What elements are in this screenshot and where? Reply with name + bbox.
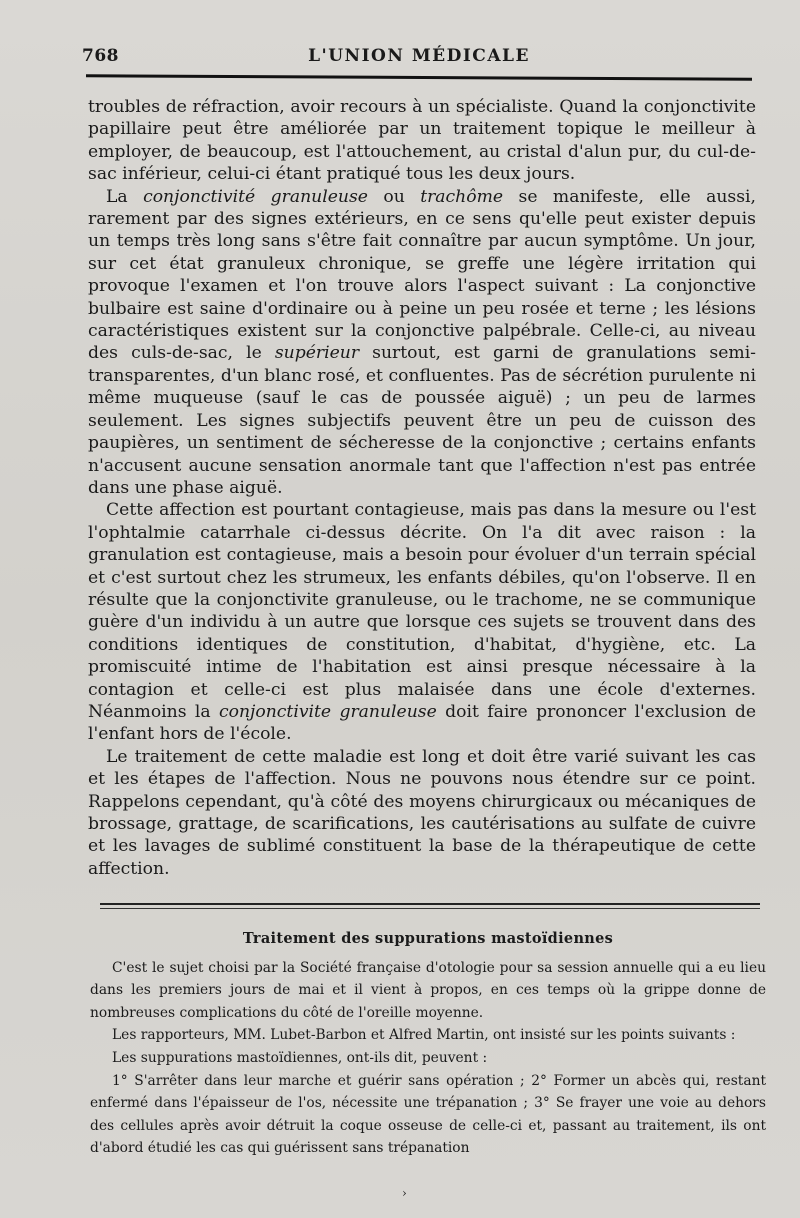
paragraph: 1° S'arrêter dans leur marche et guérir sans opération ; 2° Former un abcès qui, restant enfermé dans l'épaisseur de l'os, nécessite une trépanation ; 3° Se frayer une voie au dehors des cellules après avoir détruit la coque osseuse de celle-ci et, passant au traitement, ils ont d'abord étudié les cas qui guérissent sans trépanation [90,1072,766,1157]
printer-mark: › [402,1186,407,1200]
article-body [88,96,756,880]
running-head: L'UNION MÉDICALE [308,46,530,66]
paragraph: La conjonctivité granuleuse ou trachôme se manifeste, elle aussi, rarement par des signes extérieurs, en ce sens qu'elle peut exister depuis un temps très long sans s'être fait connaître par aucun symptôme. Un jour, sur cet état granuleux chronique, se greffe une légère irritation qui provoque l'examen et l'on trouve alors l'aspect suivant : La conjonctive bulbaire est saine d'ordinaire ou à peine un peu rosée et terne ; les lésions caractéristiques existent sur la conjonctive palpébrale. Celle-ci, au niveau des culs-de-sac, le supérieur surtout, est garni de granulations semi-transparentes, d'un blanc rosé, et confluentes. Pas de sécrétion purulente ni même muqueuse (sauf le cas de poussée aiguë) ; un peu de larmes seulement. Les signes subjectifs peuvent être un peu de cuisson des paupières, un sentiment de sécheresse de la conjonctive ; certains enfants n'accusent aucune sensation anormale tant que l'affection n'est pas entrée dans une phase aiguë. [88,186,756,498]
paragraph: C'est le sujet choisi par la Société française d'otologie pour sa session annuelle qui a eu lieu dans les premiers jours de mai et il vient à propos, en ces temps où la grippe donne de nombreuses complications du côté de l'oreille moyenne. [90,959,766,1021]
section-title: Traitement des suppurations mastoïdiennes [242,930,614,947]
paragraph: Les rapporteurs, MM. Lubet-Barbon et Alfred Martin, ont insisté sur les points suivants : [112,1027,736,1044]
header-rule [86,74,752,80]
paragraph: Cette affection est pourtant contagieuse, mais pas dans la mesure ou l'est l'ophtalmie catarrhale ci-dessus décrite. On l'a dit avec raison : la granulation est contagieuse, mais a besoin pour évoluer d'un terrain spécial et c'est surtout chez les strumeux, les enfants débiles, qu'on l'observe. Il en résulte que la conjonctivite granuleuse, ou le trachome, ne se communique guère d'un individu à un autre que lorsque ces sujets se trouvent dans des conditions identiques de constitution, d'habitat, d'hygiène, etc. La promiscuité intime de l'habitation est ainsi presque nécessaire à la contagion et celle-ci est plus malaisée dans une école d'externes. Néanmoins la conjonctivite granuleuse doit faire prononcer l'exclusion de l'enfant hors de l'école. [88,500,757,745]
paragraph: Les suppurations mastoïdiennes, ont-ils dit, peuvent : [112,1049,488,1066]
paragraph: Le traitement de cette maladie est long et doit être varié suivant les cas et les étapes de l'affection. Nous ne pouvons nous étendre sur ce point. Rappelons cependant, qu'à côté des moyens chirurgicaux ou mécaniques de brossage, grattage, de scarifications, les cautérisations au sulfate de cuivre et les lavages de sublimé constituent la base de la thérapeutique de cette affection. [88,746,756,879]
paragraph: troubles de réfraction, avoir recours à un spécialiste. Quand la conjonctivite papillaire peut être améliorée par un traitement topique le meilleur à employer, de beaucoup, est l'attouchement, au cristal d'alun pur, du cul-de-sac inférieur, celui-ci étant pratiqué tous les deux jours. [88,97,756,185]
section-divider-thin [100,908,760,909]
page-number: 768 [82,46,119,66]
section-divider [100,903,760,905]
mastoid-section [90,928,766,1160]
page-header [78,42,760,72]
